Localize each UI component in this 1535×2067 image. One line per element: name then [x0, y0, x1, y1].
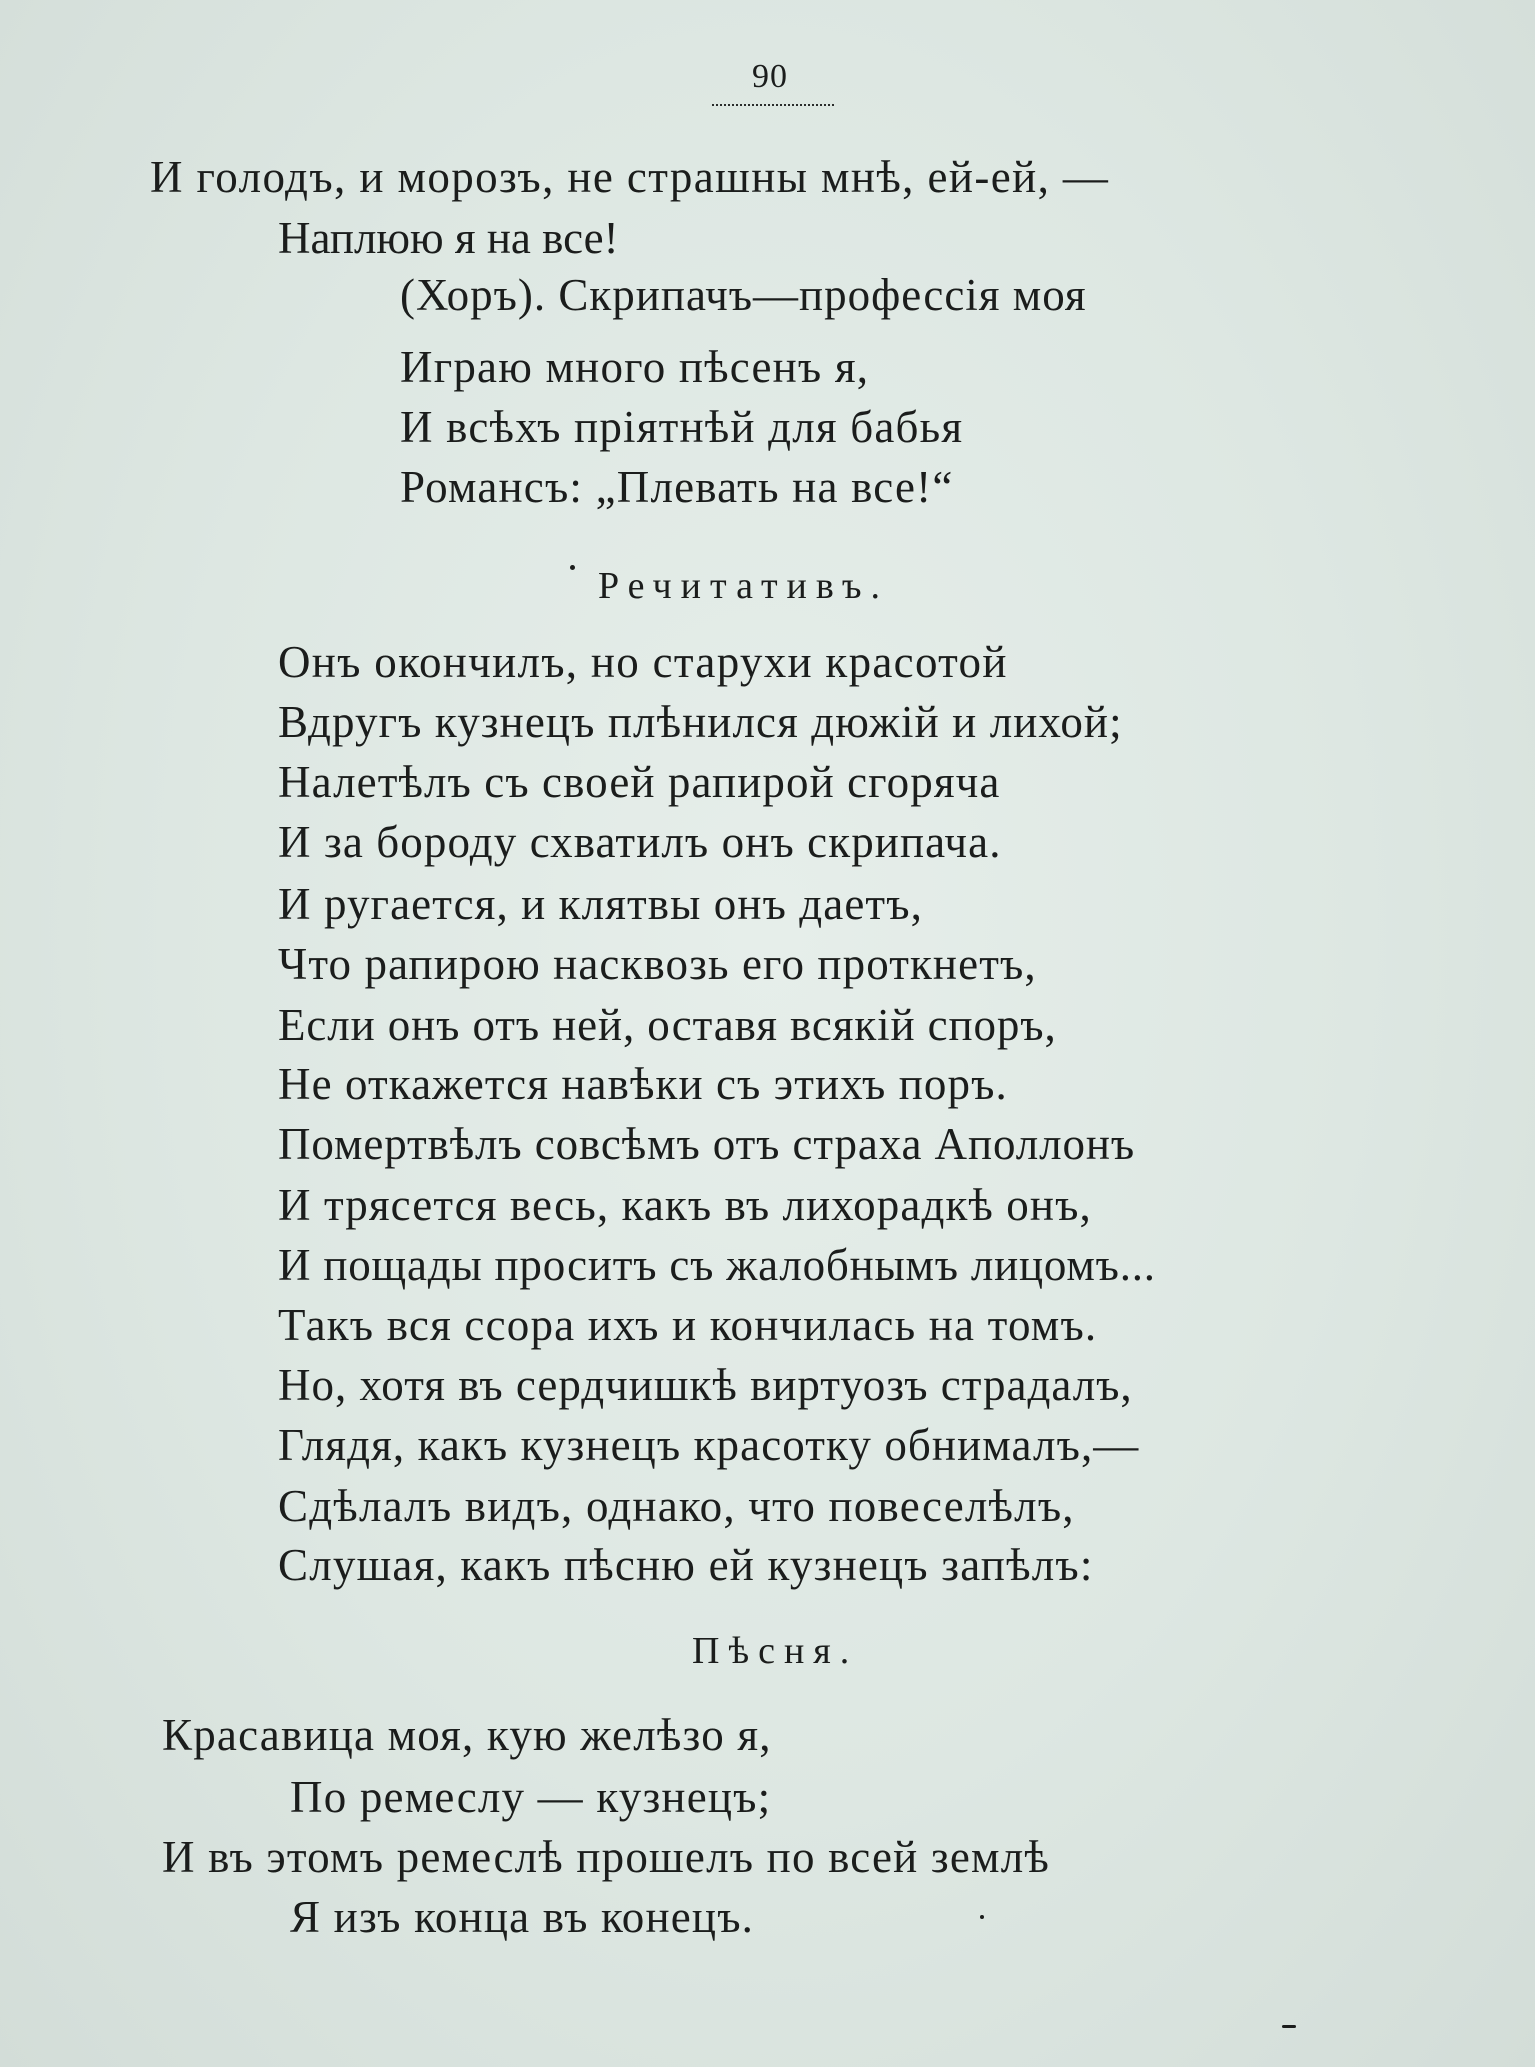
chorus-line: И всѣхъ пріятнѣй для бабья: [400, 402, 964, 452]
recitative-line: Сдѣлалъ видъ, однако, что повеселѣлъ,: [278, 1481, 1075, 1531]
song-line: Я изъ конца въ конецъ.: [290, 1892, 755, 1942]
recitative-line: Такъ вся ссора ихъ и кончилась на томъ.: [278, 1300, 1098, 1350]
stanza-1-line: Наплюю я на все!: [278, 213, 619, 263]
recitative-line: Глядя, какъ кузнецъ красотку обнималъ,—: [278, 1420, 1140, 1470]
stanza-1-line: И голодъ, и морозъ, не страшны мнѣ, ей-ей, —: [150, 152, 1110, 202]
recitative-line: Если онъ отъ ней, оставя всякій споръ,: [278, 1000, 1057, 1050]
song-line: Красавица моя, кую желѣзо я,: [162, 1710, 772, 1760]
song-heading: Пѣсня.: [692, 1630, 859, 1672]
recitative-heading: Речитативъ.: [598, 565, 890, 607]
song-line: По ремеслу — кузнецъ;: [290, 1772, 772, 1822]
recitative-line: И за бороду схватилъ онъ скрипача.: [278, 817, 1002, 867]
recitative-line: И трясется весь, какъ въ лихорадкѣ онъ,: [278, 1180, 1092, 1230]
recitative-line: Налетѣлъ съ своей рапирой сгоряча: [278, 757, 1001, 807]
ink-mark: [1282, 2025, 1296, 2028]
recitative-line: Вдругъ кузнецъ плѣнился дюжій и лихой;: [278, 697, 1123, 747]
recitative-line: Онъ окончилъ, но старухи красотой: [278, 637, 1008, 687]
song-line: И въ этомъ ремеслѣ прошелъ по всей землѣ: [162, 1832, 1051, 1882]
chorus-line: Романсъ: „Плевать на все!“: [400, 462, 954, 512]
recitative-line: И пощады проситъ съ жалобнымъ лицомъ...: [278, 1240, 1156, 1290]
recitative-line: Слушая, какъ пѣсню ей кузнецъ запѣлъ:: [278, 1540, 1094, 1590]
chorus-line: Играю много пѣсенъ я,: [400, 342, 870, 392]
recitative-line: Но, хотя въ сердчишкѣ виртуозъ страдалъ,: [278, 1360, 1133, 1410]
page-number-rule: [712, 104, 834, 106]
recitative-line: Не откажется навѣки съ этихъ поръ.: [278, 1059, 1008, 1109]
chorus-line: (Хоръ). Скрипачъ—профессія моя: [400, 270, 1087, 320]
ink-speck: [980, 1915, 984, 1919]
page-number: 90: [752, 58, 788, 95]
ink-speck: [570, 565, 575, 570]
recitative-line: Помертвѣлъ совсѣмъ отъ страха Аполлонъ: [278, 1119, 1136, 1169]
recitative-line: Что рапирою насквозь его проткнетъ,: [278, 939, 1037, 989]
recitative-line: И ругается, и клятвы онъ даетъ,: [278, 879, 923, 929]
